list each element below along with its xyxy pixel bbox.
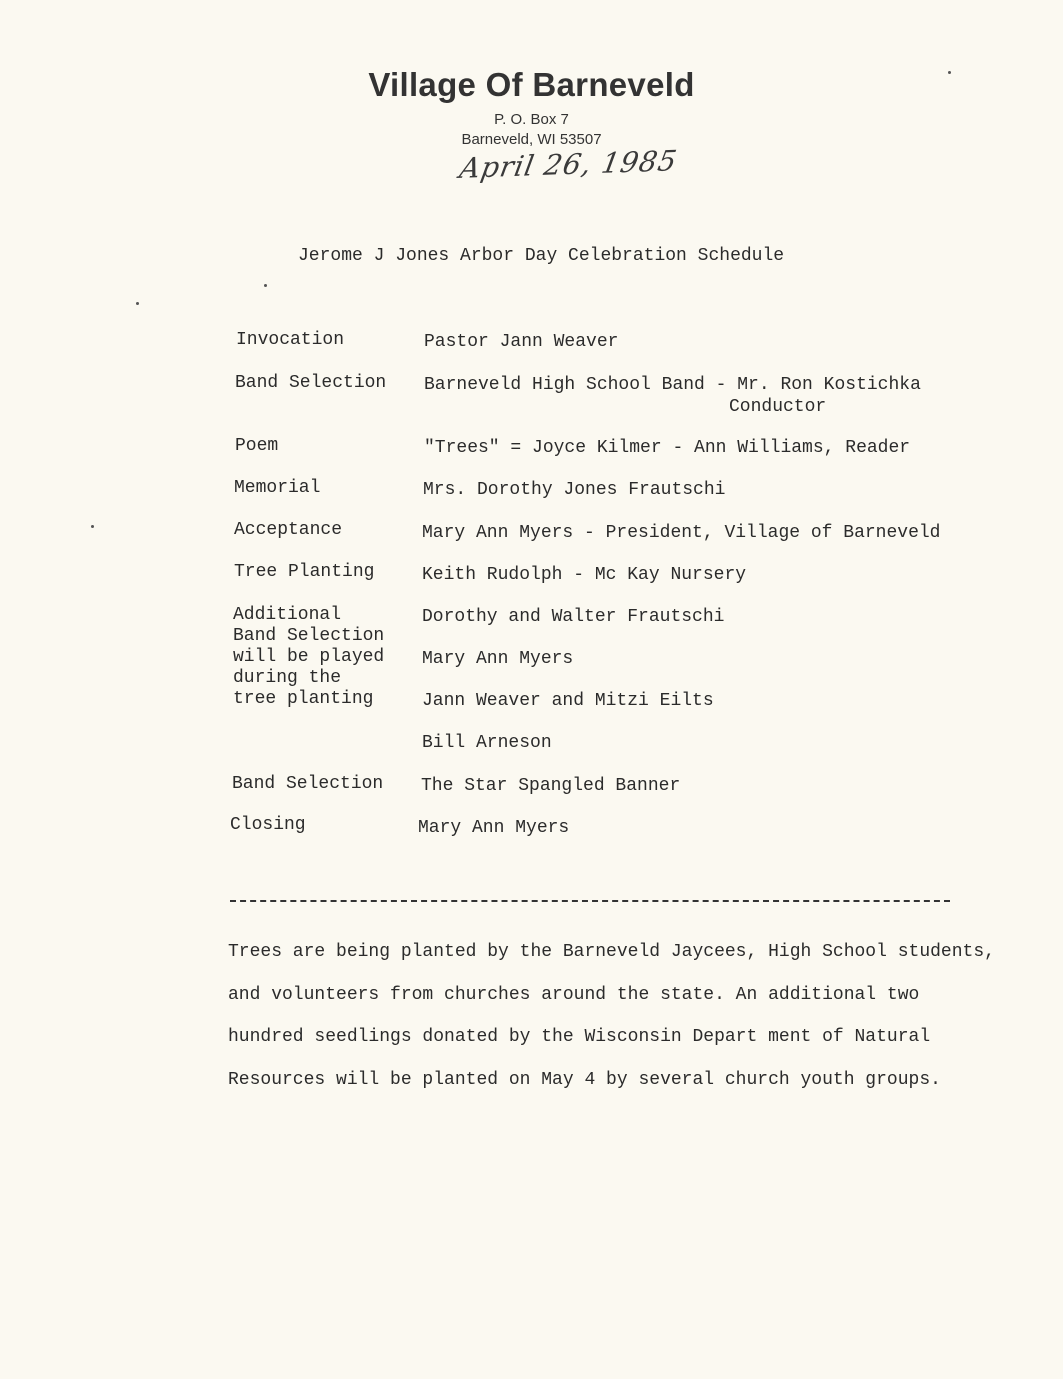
label-additional-line4: during the — [233, 668, 342, 688]
value-additional-name-4: Bill Arneson — [422, 733, 552, 753]
paragraph-line-4: Resources will be planted on May 4 by several church youth groups. — [228, 1070, 941, 1090]
paper-speck — [136, 302, 139, 305]
label-memorial: Memorial — [234, 478, 321, 498]
label-invocation: Invocation — [236, 330, 345, 350]
label-band-selection-1: Band Selection — [235, 373, 387, 393]
value-acceptance: Mary Ann Myers - President, Village of Barneveld — [422, 523, 941, 543]
label-tree-planting: Tree Planting — [234, 562, 375, 582]
value-band-selection-1-line1: Barneveld High School Band - Mr. Ron Kostichka — [424, 375, 921, 395]
dashed-separator — [230, 900, 950, 902]
label-additional-line2: Band Selection — [233, 626, 385, 646]
schedule-heading: Jerome J Jones Arbor Day Celebration Schedule — [298, 246, 785, 266]
letterhead-title: Village Of Barneveld — [368, 66, 695, 103]
value-invocation: Pastor Jann Weaver — [424, 332, 619, 352]
label-additional-line3: will be played — [233, 647, 385, 667]
paper-speck — [91, 525, 94, 528]
label-band-selection-2: Band Selection — [232, 774, 384, 794]
value-poem: "Trees" = Joyce Kilmer - Ann Williams, Reader — [424, 438, 911, 458]
value-band-selection-1-line2: Conductor — [729, 397, 827, 417]
label-acceptance: Acceptance — [234, 520, 343, 540]
label-additional-line5: tree planting — [233, 689, 374, 709]
value-memorial: Mrs. Dorothy Jones Frautschi — [423, 480, 726, 500]
paragraph-line-1: Trees are being planted by the Barneveld Jaycees, High School students, — [228, 942, 995, 962]
value-additional-name-2: Mary Ann Myers — [422, 649, 574, 669]
label-additional-line1: Additional — [233, 605, 342, 625]
address-city: Barneveld, WI 53507 — [461, 131, 602, 148]
value-tree-planting: Keith Rudolph - Mc Kay Nursery — [422, 565, 747, 585]
paragraph-line-3: hundred seedlings donated by the Wisconsin Depart ment of Natural — [228, 1027, 931, 1047]
label-poem: Poem — [235, 436, 279, 456]
value-additional-name-3: Jann Weaver and Mitzi Eilts — [422, 691, 714, 711]
handwritten-date: April 26, 1985 — [457, 144, 680, 185]
value-additional-name-1: Dorothy and Walter Frautschi — [422, 607, 725, 627]
address-po-box: P. O. Box 7 — [494, 111, 569, 128]
value-closing: Mary Ann Myers — [418, 818, 570, 838]
label-closing: Closing — [230, 815, 306, 835]
value-band-selection-2: The Star Spangled Banner — [421, 776, 681, 796]
paper-speck — [264, 284, 267, 287]
paragraph-line-2: and volunteers from churches around the state. An additional two — [228, 985, 920, 1005]
paper-speck — [948, 71, 951, 74]
